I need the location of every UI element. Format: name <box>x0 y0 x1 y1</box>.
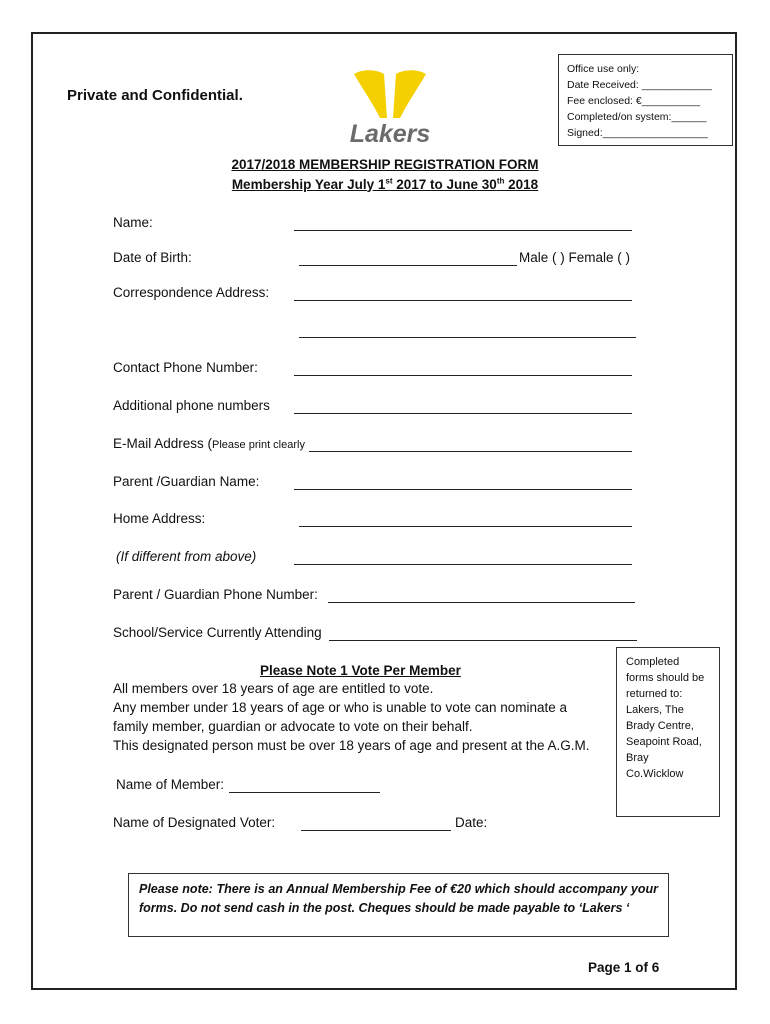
return-line: Completed <box>626 656 680 668</box>
home-address-input-line-1[interactable] <box>299 526 632 527</box>
confidential-label: Private and Confidential. <box>67 87 243 104</box>
email-label: E-Mail Address (Please print clearly <box>113 436 305 451</box>
return-address-box <box>616 647 720 817</box>
guardian-phone-label: Parent / Guardian Phone Number: <box>113 587 318 602</box>
lakers-logo <box>350 66 430 150</box>
office-use-line: Completed/on system:______ <box>567 111 707 123</box>
designated-voter-input-line[interactable] <box>301 830 451 831</box>
fee-note-text: Please note: There is an Annual Membership Fee of €20 which should accompany your forms. Do not send cash in the post. Cheques should be made payable to ‘Lakers ‘ <box>139 882 658 915</box>
phone-input-line[interactable] <box>294 375 632 376</box>
return-line: Bray <box>626 752 649 764</box>
name-input-line[interactable] <box>294 230 632 231</box>
home-address-input-line-2[interactable] <box>294 564 632 565</box>
office-use-box <box>558 54 733 146</box>
form-title-text: 2017/2018 MEMBERSHIP REGISTRATION FORM <box>231 157 539 172</box>
vote-note-line: family member, guardian or advocate to vote on their behalf. <box>113 719 473 734</box>
designated-voter-label: Name of Designated Voter: <box>113 815 276 830</box>
guardian-name-label: Parent /Guardian Name: <box>113 474 260 489</box>
logo-wordmark: Lakers <box>350 120 430 148</box>
school-label: School/Service Currently Attending <box>113 625 322 640</box>
office-use-line: Signed:__________________ <box>567 127 708 139</box>
address-input-line-1[interactable] <box>294 300 632 301</box>
phone-label: Contact Phone Number: <box>113 360 258 375</box>
return-line: Brady Centre, <box>626 720 694 732</box>
membership-year-text: Membership Year July 1st 2017 to June 30th 2018 <box>231 176 539 192</box>
return-line: forms should be <box>626 672 705 684</box>
if-different-label: (If different from above) <box>116 549 257 564</box>
dob-input-line[interactable] <box>299 265 517 266</box>
home-address-label: Home Address: <box>113 511 206 526</box>
fee-note-box <box>128 873 669 937</box>
guardian-phone-input-line[interactable] <box>328 602 635 603</box>
email-input-line[interactable] <box>309 451 632 452</box>
additional-phone-input-line[interactable] <box>294 413 632 414</box>
membership-year <box>0 176 770 192</box>
date-label: Date: <box>455 815 488 830</box>
guardian-name-input-line[interactable] <box>294 489 632 490</box>
school-input-line[interactable] <box>329 640 637 641</box>
form-title <box>0 157 770 172</box>
address-label: Correspondence Address: <box>113 285 270 300</box>
email-hint: Please print clearly <box>212 439 305 451</box>
return-line: Co.Wicklow <box>626 768 684 780</box>
member-name-input-line[interactable] <box>229 792 380 793</box>
return-line: Seapoint Road, <box>626 736 702 748</box>
page-number: Page 1 of 6 <box>588 960 660 975</box>
address-input-line-2[interactable] <box>299 337 636 338</box>
return-line: Lakers, The <box>626 704 684 716</box>
office-use-line: Fee enclosed: €__________ <box>567 95 701 107</box>
dob-label: Date of Birth: <box>113 250 192 265</box>
lakers-logo-icon <box>350 66 430 150</box>
vote-note-heading: Please Note 1 Vote Per Member <box>260 663 461 678</box>
vote-note-line: This designated person must be over 18 years of age and present at the A.G.M. <box>113 738 590 753</box>
return-line: returned to: <box>626 688 683 700</box>
vote-note-line: All members over 18 years of age are entitled to vote. <box>113 681 434 696</box>
member-name-label: Name of Member: <box>116 777 225 792</box>
gender-options[interactable]: Male ( ) Female ( ) <box>519 250 631 265</box>
vote-note-line: Any member under 18 years of age or who is unable to vote can nominate a <box>113 700 568 715</box>
office-use-line: Date Received: ____________ <box>567 79 712 91</box>
additional-phone-label: Additional phone numbers <box>113 398 270 413</box>
name-label: Name: <box>113 215 153 230</box>
office-use-line: Office use only: <box>567 63 640 75</box>
